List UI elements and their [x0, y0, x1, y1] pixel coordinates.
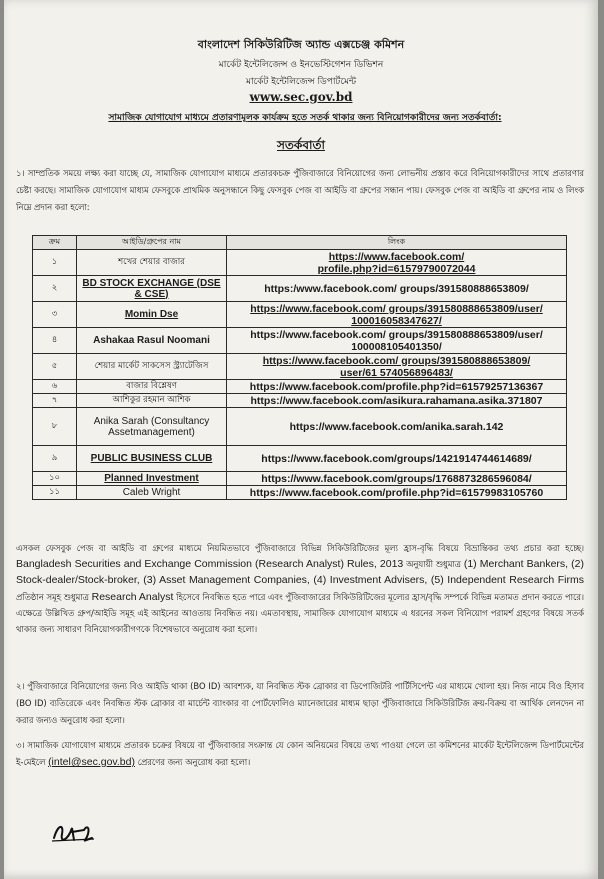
row-serial: ৭ — [33, 394, 77, 408]
subject-line: সামাজিক যোগাযোগ মাধ্যমে প্রতারণামূলক কার্যক্রম হতে সতর্ক থাকার জন্য বিনিয়োগকারীদের জন্য সতর্কবার্তা: — [108, 113, 502, 123]
row-serial: ১ — [33, 250, 77, 276]
para4-text: ৩। সামাজিক যোগাযোগ মাধ্যমে প্রতারক চক্রের বিষয়ে বা পুঁজিবাজার সংক্রান্ত যে কোন অনিয়মের বিষয়ে তথ্য পাওয়া গেলে তা কমিশনের মার্কেট ইন্টেলিজেন্স ডিপার্টমেন্টের ই-মেইলে — [16, 740, 584, 767]
row-link[interactable]: https://www.facebook.com/groups/1421914744614689/ — [227, 446, 567, 472]
row-serial: ৬ — [33, 380, 77, 394]
row-link[interactable]: https://www.facebook.com/profile.php?id=61579983105760 — [227, 486, 567, 500]
table-row — [33, 394, 567, 408]
para2-part3: প্রতিষ্ঠান সমূহ শুধুমাত্র — [16, 591, 89, 602]
signature — [50, 820, 96, 844]
row-name: বাজার বিশ্লেষণ — [77, 380, 227, 394]
table-row — [33, 408, 567, 446]
table-row — [33, 486, 567, 500]
col-header-name: আইডি/গ্রুপের নাম — [77, 236, 227, 250]
row-name: Anika Sarah (Consultancy Assetmanagement) — [77, 408, 227, 446]
table-header-row — [33, 236, 567, 250]
col-header-link: লিংক — [227, 236, 567, 250]
row-link[interactable]: https://www.facebook.com/anika.sarah.142 — [227, 408, 567, 446]
table-row — [33, 276, 567, 302]
eligible-entities: (1) Merchant Bankers, (2) Stock-dealer/Stock-broker, (3) Asset Management Companies, (4) Investment Advisers, (5) Independent Research Firms — [16, 558, 585, 587]
para2-part1: এসকল ফেসবুক পেজ বা আইডি বা গ্রুপের মাধ্যমে নিয়মিতভাবে পুঁজিবাজারে বিভিন্ন সিকিউরিটিজের মূল্য হ্রাস-বৃদ্ধি বিষয়ে বিভ্রান্তিকর তথ্য প্রচার করা হচ্ছে। — [16, 543, 584, 553]
intel-email-link[interactable]: (intel@sec.gov.bd) — [48, 756, 135, 768]
row-name: Momin Dse — [77, 302, 227, 328]
para2-part4: হিসেবে নিবন্ধিত হতে পারে এবং পুঁজিবাজারের সিকিউরিটিজের মূল্যের হ্রাস/বৃদ্ধি সম্পর্কে বিভিন্ন মতামত প্রদান করতে পারে। এক্ষেত্রে উল্লিখিত গ্রুপ/আইডি সমূহ এই আইনের আওতায় নিবন্ধিত নয়। এমতাবস্থায়, সামাজিক যোগাযোগ মাধ্যমে এ ধরনের সকল বিনিয়োগ পরামর্শ গ্রহণের বিষয়ে সতর্ক থাকার জন্য সাধারণ বিনিয়োগকারীগণকে বিশেষভাবে অনুরোধ করা হলো। — [16, 591, 585, 635]
row-link[interactable]: https://www.facebook.com/groups/1768873286596084/ — [227, 472, 567, 486]
row-link[interactable]: https:/www.facebook.com/ groups/391580888653809/ — [227, 276, 567, 302]
row-link[interactable]: https://www.facebook.com/asikura.rahamana.asika.371807 — [227, 394, 567, 408]
row-link[interactable]: https://www.facebook.com/profile.php?id=61579257136367 — [227, 380, 567, 394]
row-link[interactable]: https://www.facebook.com/ groups/391580888653809/user/ 100016058347627/ — [227, 302, 567, 328]
row-serial: ৫ — [33, 354, 77, 380]
row-name: PUBLIC BUSINESS CLUB — [77, 446, 227, 472]
row-name: শেয়ার মার্কেট সাকসেস স্ট্র্যাটেজিস — [77, 354, 227, 380]
notice-page — [4, 0, 598, 879]
row-serial: ১০ — [33, 472, 77, 486]
notice-title: সতর্কবার্তা — [277, 138, 325, 152]
row-serial: ২ — [33, 276, 77, 302]
table-row — [33, 446, 567, 472]
paragraph-2 — [16, 540, 584, 637]
row-serial: ৪ — [33, 328, 77, 354]
research-analyst-rule: Bangladesh Securities and Exchange Commission (Research Analyst) Rules, 2013 — [16, 558, 404, 571]
row-name: Planned Investment — [77, 472, 227, 486]
row-name: আশিকুর রহমান আশিক — [77, 394, 227, 408]
para4-tail: প্রেরণের জন্য অনুরোধ করা হলো। — [137, 757, 251, 767]
table-row — [33, 250, 567, 276]
col-header-serial: ক্রম — [33, 236, 77, 250]
row-name: শখের শেয়ার বাজার — [77, 250, 227, 276]
division-name: মার্কেট ইন্টেলিজেন্স ও ইনভেস্টিগেশন ডিভিশন — [218, 60, 384, 70]
row-link[interactable]: https://www.facebook.com/ groups/391580888653809/user/ 100008105401350/ — [227, 328, 567, 354]
table-row — [33, 380, 567, 394]
row-serial: ১১ — [33, 486, 77, 500]
paragraph-4 — [16, 737, 584, 771]
row-serial: ৯ — [33, 446, 77, 472]
department-name: মার্কেট ইন্টেলিজেন্স ডিপার্টমেন্ট — [245, 77, 357, 87]
row-serial: ৮ — [33, 408, 77, 446]
paragraph-3: ২। পুঁজিবাজারে বিনিয়োগের জন্য বিও আইডি থাকা (BO ID) আবশ্যক, যা নিবন্ধিত স্টক ব্রোকার বা ডিপোজিটরি পার্টিসিপেন্ট এর মাধ্যমে খোলা হয়। নিজ নামে বিও হিসাব (BO ID) ব্যতিরেকে এবং নিবন্ধিত স্টক ব্রোকার বা মার্চেন্ট ব্যাংকার বা পোর্টফোলিও ম্যানেজারের মাধ্যম ছাড়া পুঁজিবাজারে সিকিউরিটিজ ক্রয়-বিক্রয় বা আর্থিক লেনদেন না করার জন্যও অনুরোধ করা হলো। — [16, 681, 584, 725]
row-link[interactable]: https://www.facebook.com/ groups/391580888653809/ user/61 574056896483/ — [227, 354, 567, 380]
research-analyst-role: Research Analyst — [91, 590, 174, 603]
row-serial: ৩ — [33, 302, 77, 328]
table-row — [33, 328, 567, 354]
table-row — [33, 354, 567, 380]
website-link[interactable]: www.sec.gov.bd — [249, 90, 353, 104]
table-row — [33, 472, 567, 486]
para2-part2: অনুযায়ী শুধুমাত্র — [406, 559, 461, 570]
paragraph-1: ১। সাম্প্রতিক সময়ে লক্ষ্য করা যাচ্ছে যে, সামাজিক যোগাযোগ মাধ্যমে প্রতারকচক্র পুঁজিবাজারে বিনিয়োগের জন্য লোভনীয় প্রস্তাব করে বিনিয়োগকারীদের সাথে প্রতারণার চেষ্টা করছে। সামাজিক যোগাযোগ মাধ্যম ফেসবুকে প্রাথমিক অনুসন্ধানে কিছু ফেসবুক পেজ বা আইডি বা গ্রুপের সন্ধান পায়। ফেসবুক পেজ বা আইডি বা গ্রুপের নাম ও লিংক নিম্নে প্রদান করা হলো: — [16, 168, 584, 212]
row-name: Ashakaa Rasul Noomani — [77, 328, 227, 354]
row-name: BD STOCK EXCHANGE (DSE & CSE) — [77, 276, 227, 302]
row-name: Caleb Wright — [77, 486, 227, 500]
org-name: বাংলাদেশ সিকিউরিটিজ অ্যান্ড এক্সচেঞ্জ কমিশন — [197, 38, 405, 51]
table-row — [33, 302, 567, 328]
facebook-groups-table — [32, 235, 567, 500]
row-link[interactable]: https://www.facebook.com/ profile.php?id=61579790072044 — [227, 250, 567, 276]
